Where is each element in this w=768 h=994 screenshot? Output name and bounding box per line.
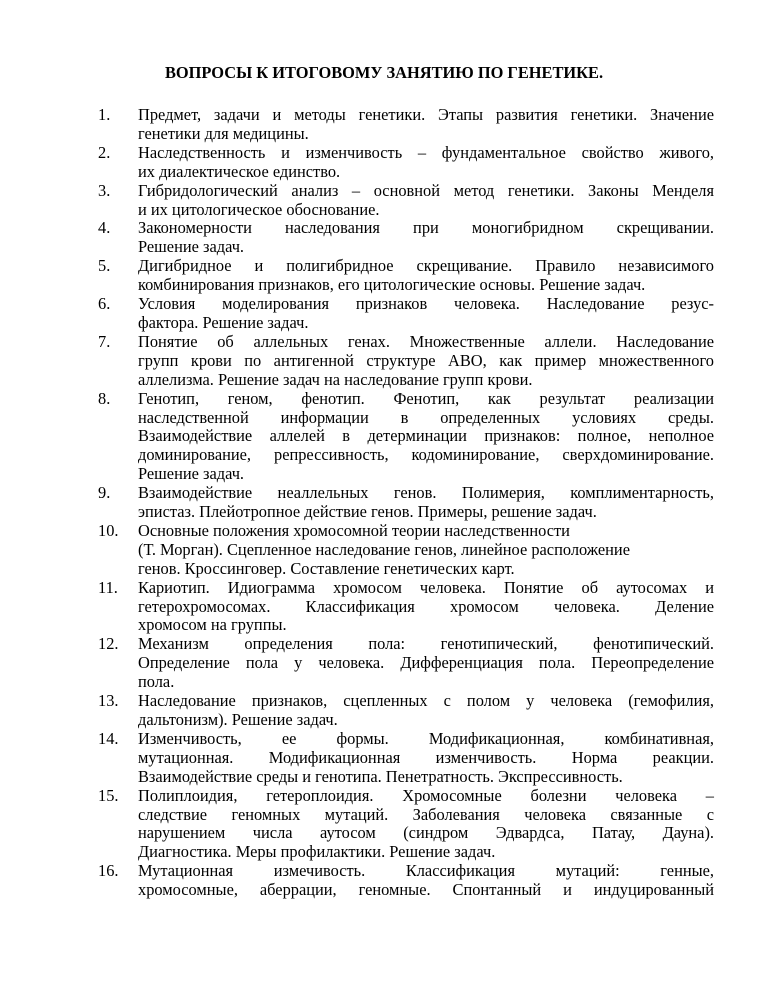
question-text-line: хромосом на группы. (138, 615, 287, 635)
question-text-line: Гибридологический анализ – основной метод генетики. Законы Менделя (138, 180, 714, 200)
question-text-line: Генотип, геном, фенотип. Фенотип, как результат реализации (138, 388, 714, 408)
question-text-line: Кариотип. Идиограмма хромосом человека. Понятие об аутосомах и (138, 577, 714, 597)
question-text-line: (Т. Морган). Сцепленное наследование генов, линейное расположение (138, 539, 630, 559)
question-text-line: Определение пола у человека. Дифференциация пола. Переопределение (138, 653, 714, 673)
question-text-line: фактора. Решение задач. (138, 312, 309, 332)
page-title: ВОПРОСЫ К ИТОГОВОМУ ЗАНЯТИЮ ПО ГЕНЕТИКЕ. (164, 63, 604, 82)
question-text-line: гетерохромосомах. Классификация хромосом человека. Деление (138, 596, 714, 616)
questions-list (98, 106, 714, 900)
question-text-line: Решение задач. (138, 237, 245, 257)
question-text-line: Взаимодействие неаллельных генов. Полимерия, комплиментарность, (138, 483, 714, 503)
question-text-line: их диалектическое единство. (138, 161, 341, 181)
question-number: 6. (98, 294, 111, 314)
question-text-line: и их цитологическое обоснование. (138, 199, 380, 219)
question-text-line: Механизм определения пола: генотипический, фенотипический. (138, 634, 714, 654)
question-text-line: нарушением числа аутосом (синдром Эдвардса, Патау, Дауна). (138, 823, 714, 843)
question-item (98, 295, 714, 333)
question-text-line: Дигибридное и полигибридное скрещивание. Правило независимого (138, 256, 714, 276)
question-item (98, 182, 714, 220)
question-number: 2. (98, 142, 111, 162)
question-number: 1. (98, 105, 111, 124)
question-item (98, 787, 714, 863)
question-item (98, 730, 714, 787)
question-item (98, 257, 714, 295)
question-item (98, 484, 714, 522)
question-text-line: пола. (138, 672, 175, 692)
question-text-line: Решение задач. (138, 464, 245, 484)
question-text-line: Наследственность и изменчивость – фундаментальное свойство живого, (138, 142, 714, 162)
question-number: 4. (98, 218, 111, 238)
question-item (98, 219, 714, 257)
question-text-line: эпистаз. Плейотропное действие генов. Примеры, решение задач. (138, 502, 597, 522)
question-text-line: следствие геномных мутаций. Заболевания человека связанные с (138, 804, 714, 824)
question-item (98, 579, 714, 636)
question-item (98, 692, 714, 730)
question-item (98, 390, 714, 485)
question-text-line: мутационная. Модификационная изменчивость. Норма реакции. (138, 747, 714, 767)
question-text-line: Взаимодействие среды и генотипа. Пенетратность. Экспрессивность. (138, 766, 623, 786)
question-text-line: дальтонизм). Решение задач. (138, 710, 338, 729)
question-text-line: Диагностика. Меры профилактики. Решение задач. (138, 842, 496, 862)
question-text-line: Понятие об аллельных генах. Множественные аллели. Наследование (138, 331, 714, 351)
question-text-line: генетики для медицины. (138, 123, 309, 143)
question-number: 5. (98, 256, 111, 276)
question-text-line: Полиплоидия, гетероплоидия. Хромосомные болезни человека – (138, 785, 714, 805)
question-item (98, 522, 714, 579)
question-number: 8. (98, 388, 111, 408)
question-text-line: хромосомные, аберрации, геномные. Спонтанный и индуцированный (138, 880, 714, 900)
question-text-line: аллелизма. Решение задач на наследование групп крови. (138, 369, 533, 389)
question-number: 13. (98, 691, 119, 711)
question-item (98, 635, 714, 692)
question-number: 3. (98, 180, 111, 200)
question-number: 11. (98, 577, 118, 597)
question-text-line: Условия моделирования признаков человека. Наследование резус- (138, 294, 714, 314)
question-number: 15. (98, 785, 119, 805)
question-number: 10. (98, 520, 119, 540)
question-text-line: Наследование признаков, сцепленных с полом у человека (гемофилия, (138, 691, 714, 711)
question-number: 12. (98, 634, 119, 654)
question-text-line: Предмет, задачи и методы генетики. Этапы развития генетики. Значение (138, 105, 714, 124)
question-number: 7. (98, 331, 111, 351)
question-text-line: групп крови по антигенной структуре АВО, как пример множественного (138, 350, 714, 370)
question-text-line: Мутационная измечивость. Классификация мутаций: генные, (138, 861, 714, 881)
question-item (98, 862, 714, 900)
question-text-line: генов. Кроссинговер. Составление генетических карт. (138, 558, 515, 578)
question-text-line: доминирование, репрессивность, кодоминирование, сверхдоминирование. (138, 445, 714, 465)
question-text-line: Изменчивость, ее формы. Модификационная, комбинативная, (138, 728, 714, 748)
question-item (98, 144, 714, 182)
question-item (98, 333, 714, 390)
question-text-line: Закономерности наследования при моногибридном скрещивании. (138, 218, 714, 238)
question-text-line: комбинирования признаков, его цитологические основы. Решение задач. (138, 275, 646, 295)
question-number: 14. (98, 728, 119, 748)
question-text-line: наследственной информации в определенных условиях среды. (138, 407, 714, 427)
question-number: 9. (98, 483, 111, 503)
question-text-line: Взаимодействие аллелей в детерминации признаков: полное, неполное (138, 426, 714, 446)
question-text-line: Основные положения хромосомной теории наследственности (138, 520, 570, 540)
question-number: 16. (98, 861, 119, 881)
question-item (98, 106, 714, 144)
